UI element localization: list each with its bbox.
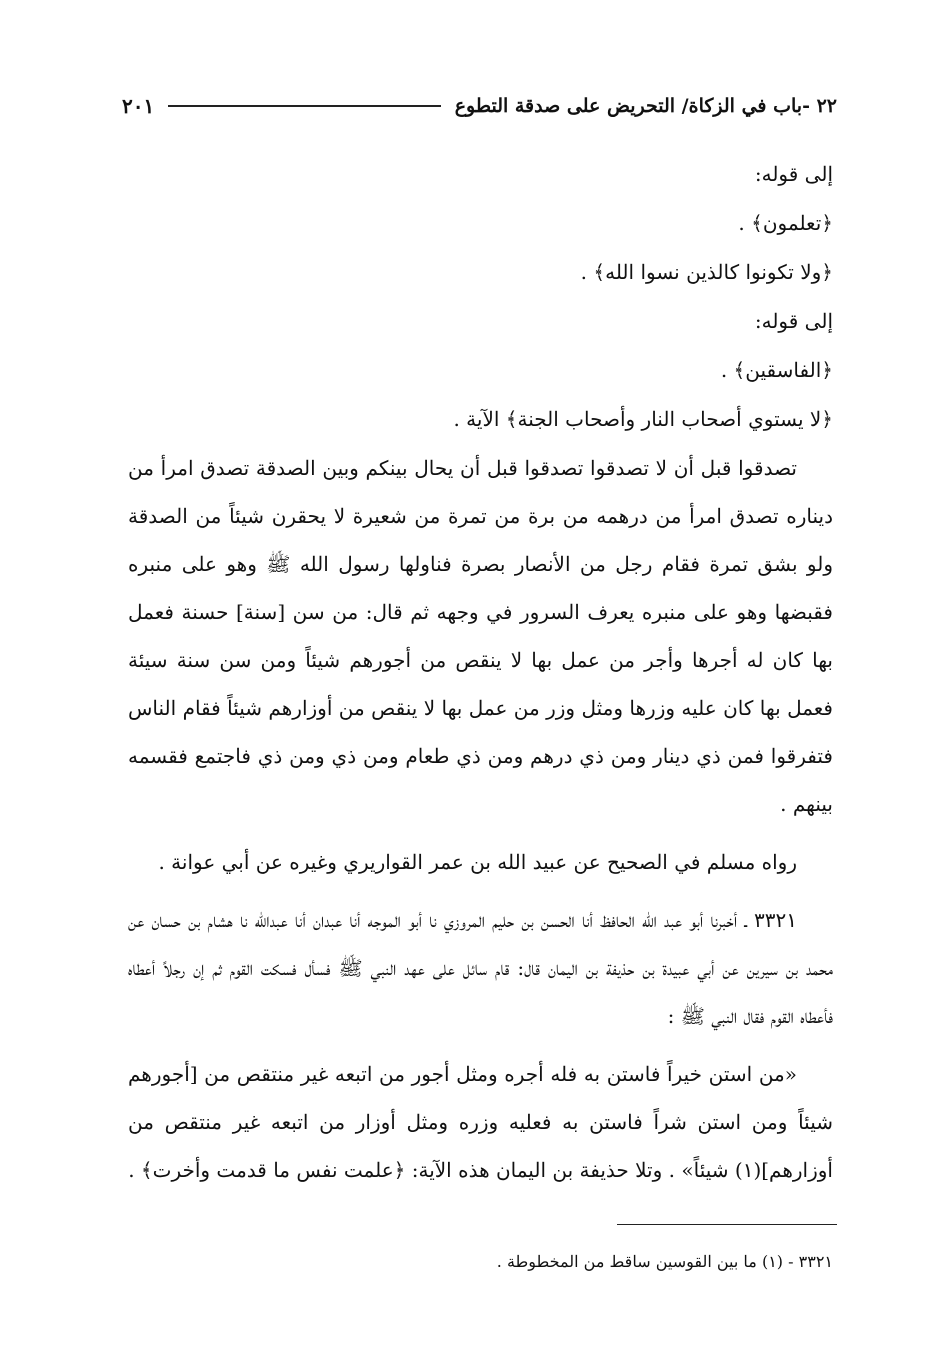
page-header — [122, 88, 837, 124]
paragraph: رواه مسلم في الصحيح عن عبيد الله بن عمر القواريري وغيره عن أبي عوانة . — [158, 850, 797, 874]
footnote: ٣٣٢١ - (١) ما بين القوسين ساقط من المخطوطة . — [496, 1252, 833, 1271]
footnote-rule — [617, 1224, 837, 1225]
paragraph: ٣٣٢١ ـ أخبرنا أبو عبد الله الحافظ أنا الحسن بن حليم المروزي نا أبو الموجه أنا عبدان أنا عبدالله نا هشام بن حسان عن محمد بن سيرين عن أبي عبيدة بن حذيفة بن اليمان قال: قام سائل على عهد النبي ﷺ فسأل فسكت القوم ثم إن رجلاً أعطاه فأعطاه القوم فقال النبي ﷺ : — [128, 908, 833, 1028]
verse-line: إلى قوله: — [754, 309, 833, 333]
verse-line: ﴿ولا تكونوا كالذين نسوا الله﴾ . — [580, 260, 833, 284]
verse-line: ﴿لا يستوي أصحاب النار وأصحاب الجنة﴾ الآية . — [453, 407, 833, 431]
paragraph: «من استن خيراً فاستن به فله أجره ومثل أجور من اتبعه غير منتقص من [أجورهم شيئاً ومن استن شراً فاستن به فعليه وزره ومثل أوزار من اتبعه غير منتقص من أوزارهم](١) شيئاً» . وتلا حذيفة بن اليمان هذه الآية: ﴿علمت نفس ما قدمت وأخرت﴾ . — [128, 1062, 833, 1182]
header-rule — [168, 105, 440, 107]
page-number: ٢٠١ — [122, 94, 155, 118]
verse-line: ﴿تعلمون﴾ . — [738, 211, 833, 235]
running-title: ٢٢ -باب في الزكاة/ التحريض على صدقة التطوع — [454, 95, 837, 117]
page-body — [128, 150, 833, 1204]
paragraph: تصدقوا قبل أن لا تصدقوا تصدقوا قبل أن يحال بينكم وبين الصدقة تصدق امرأ من ديناره تصدق امرأ من درهمه من برة من تمرة من شعيرة لا يحقرن شيئاً من الصدقة ولو بشق تمرة فقام رجل من الأنصار بصرة فناولها رسول الله ﷺ وهو على منبره فقبضها وهو على منبره يعرف السرور في وجهه ثم قال: من سن [سنة] حسنة فعمل بها كان له أجرها وأجر من عمل بها لا ينقص من أجورهم شيئاً ومن سن سنة سيئة فعمل بها كان عليه وزرها ومثل وزر من عمل بها لا ينقص من أوزارهم شيئاً فقام الناس فتفرقوا فمن ذي دينار ومن ذي درهم ومن ذي طعام ومن ذي ومن ذي فاجتمع فقسمه بينهم . — [128, 456, 833, 816]
verse-line: ﴿الفاسقين﴾ . — [720, 358, 833, 382]
verse-line: إلى قوله: — [754, 162, 833, 186]
